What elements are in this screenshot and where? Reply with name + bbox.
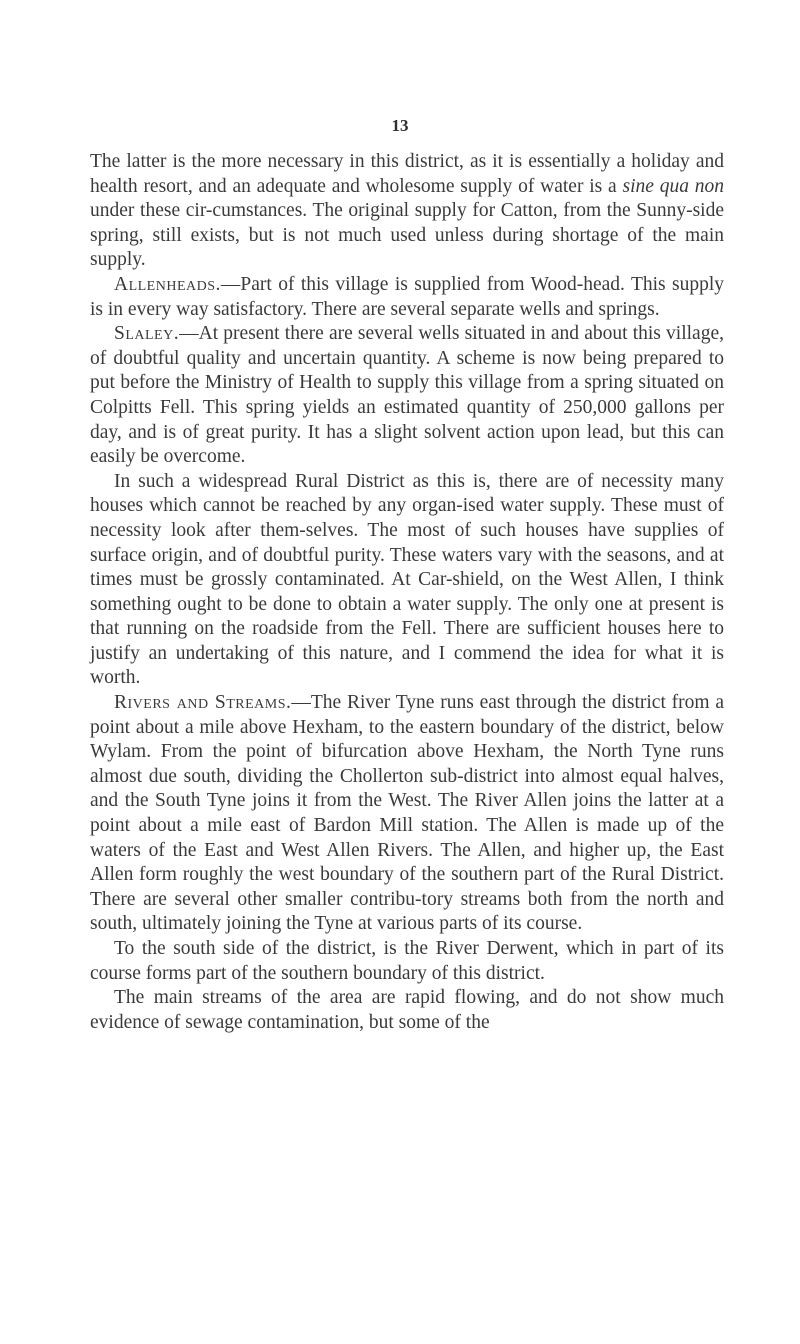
- section-heading-rivers-streams: Rivers and Streams.: [114, 692, 292, 714]
- paragraph-catton-supply: [90, 150, 724, 273]
- paragraph-allenheads: [90, 273, 724, 322]
- paragraph-text: under these cir-cumstances. The original supply for Catton, from the Sunny-side spring, still exists, but is not much used unless during shortage of the main supply.: [90, 200, 724, 271]
- paragraph-text: —The River Tyne runs east through the district from a point about a mile above Hexham, to the eastern boundary of the district, below Wylam. From the point of bifurcation above Hexham, the North Tyne runs almost due south, dividing the Chollerton sub-district into almost equal halves, and the South Tyne joins it from the West. The River Allen joins the latter at a point about a mile east of Bardon Mill station. The Allen is made up of the waters of the East and West Allen Rivers. The Allen, and higher up, the East Allen form roughly the west boundary of the southern part of the Rural District. There are several other smaller contribu-tory streams both from the north and south, ultimately joining the Tyne at various parts of its course.: [90, 692, 724, 935]
- paragraph-text: In such a widespread Rural District as this is, there are of necessity many houses which cannot be reached by any organ-ised water supply. These must of necessity look after them-selves. The most of such houses have supplies of surface origin, and of doubtful purity. These waters vary with the seasons, and at times must be grossly contaminated. At Car-shield, on the West Allen, I think something ought to be done to obtain a water supply. The only one at present is that running on the roadside from the Fell. There are sufficient houses here to justify an undertaking of this nature, and I commend the idea for what it is worth.: [90, 470, 724, 689]
- paragraph-text: The latter is the more necessary in this district, as it is essentially a holiday and health resort, and an adequate and wholesome supply of water is a: [90, 151, 724, 197]
- paragraph-text: —At present there are several wells situated in and about this village, of doubtful quality and uncertain quantity. A scheme is now being prepared to put before the Ministry of Health to supply this village from a spring situated on Colpitts Fell. This spring yields an estimated quantity of 250,000 gallons per day, and is of great purity. It has a slight solvent action upon lead, but this can easily be overcome.: [90, 323, 724, 468]
- section-heading-allenheads: Allenheads.: [114, 273, 221, 295]
- paragraph-isolated-houses: [90, 470, 724, 691]
- section-heading-slaley: Slaley.: [114, 323, 180, 345]
- paragraph-main-streams: [90, 986, 724, 1035]
- paragraph-slaley: [90, 322, 724, 470]
- body-text: [90, 150, 724, 1035]
- paragraph-text: To the south side of the district, is the River Derwent, which in part of its course forms part of the southern boundary of this district.: [90, 938, 724, 984]
- paragraph-text: The main streams of the area are rapid flowing, and do not show much evidence of sewage contamination, but some of the: [90, 987, 724, 1033]
- paragraph-text: —Part of this village is supplied from Wood-head. This supply is in every way satisfactory. There are several separate wells and springs.: [90, 273, 724, 320]
- paragraph-river-derwent: [90, 937, 724, 986]
- page-number: 13: [391, 116, 409, 135]
- latin-phrase: sine qua non: [622, 175, 724, 197]
- paragraph-rivers-streams: [90, 691, 724, 937]
